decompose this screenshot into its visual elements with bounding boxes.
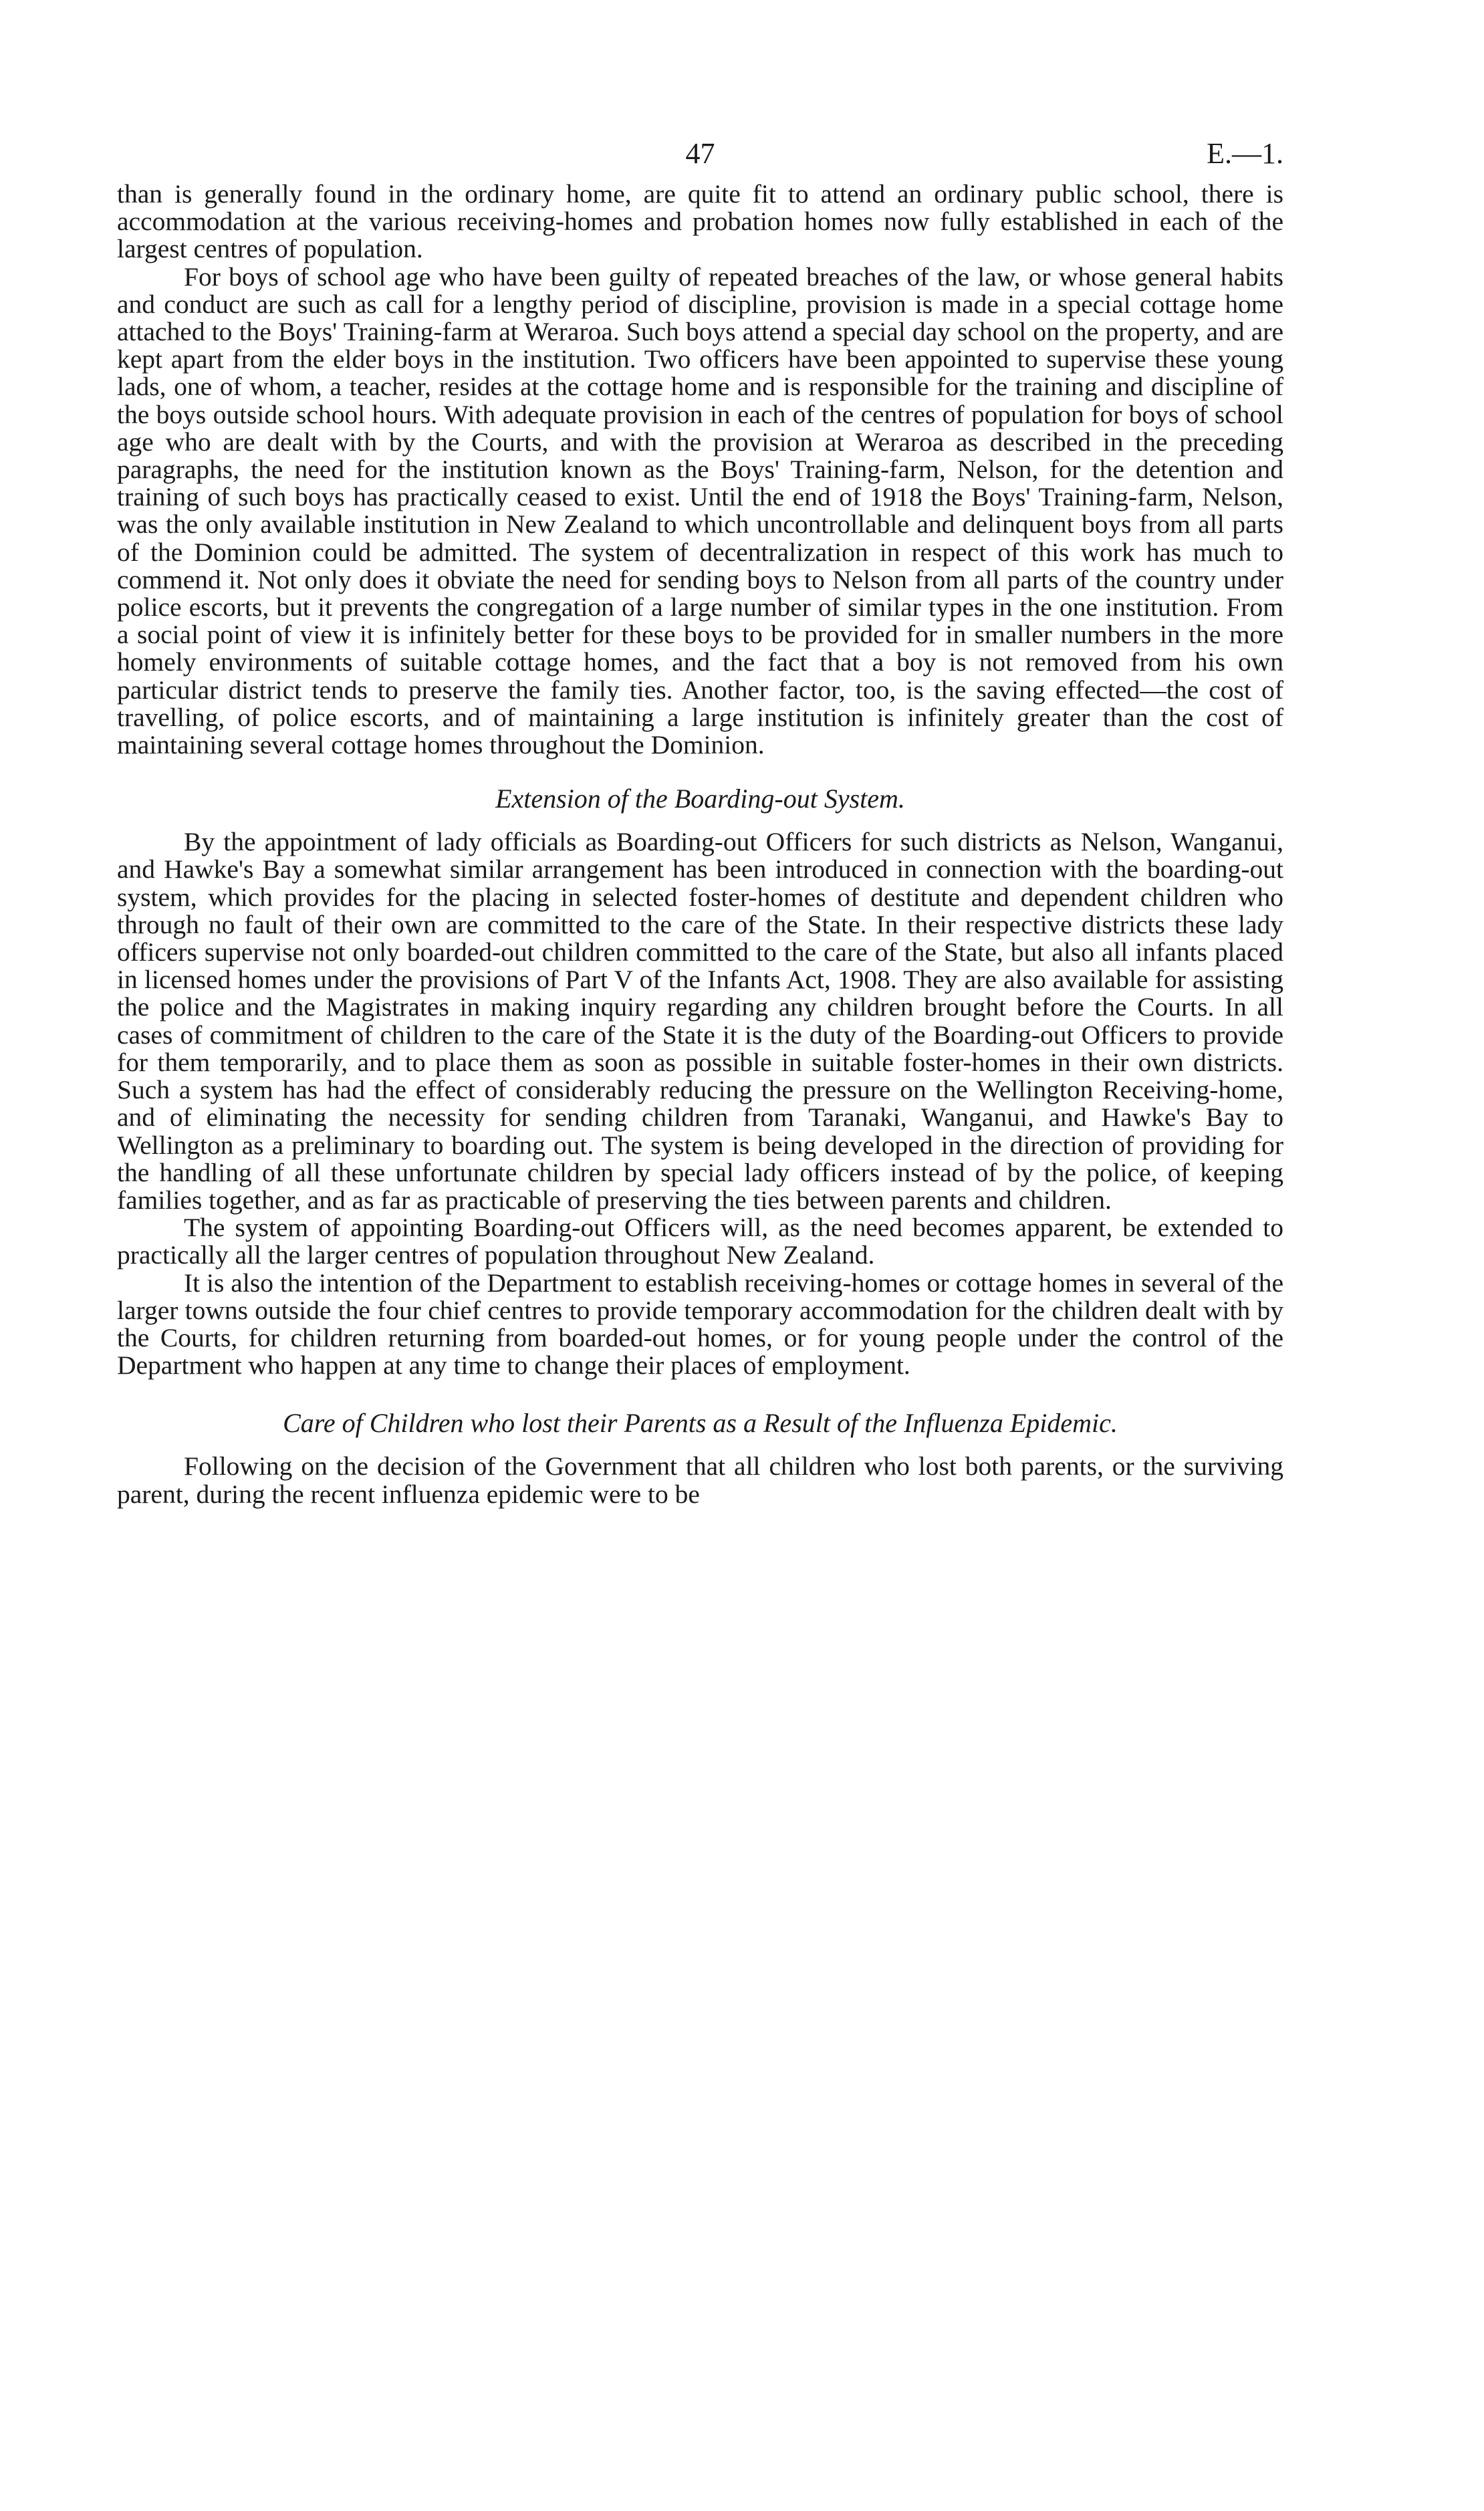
paragraph-lady-officials: By the appointment of lady officials as Boarding-out Officers for such districts as Nelson, Wanganui, and Hawke's Bay a somewhat similar arrangement has been introduced in connection with the boarding-out system, which provides for the placing in selected foster-homes of destitute and dependent children who through no fault of their own are committed to the care of the State. In their respective districts these lady officers supervise not only boarded-out children committed to the care of the State, but also all infants placed in licensed homes under the provisions of Part V of the Infants Act, 1908. They are also available for assisting the police and the Magistrates in making inquiry regarding any children brought before the Courts. In all cases of commitment of children to the care of the State it is the duty of the Boarding-out Officers to provide for them temporarily, and to place them as soon as possible in suitable foster-homes in their own districts. Such a system has had the effect of considerably reducing the pressure on the Wellington Receiving-home, and of eliminating the necessity for sending children from Taranaki, Wanganui, and Hawke's Bay to Wellington as a preliminary to boarding out. The system is being developed in the direction of providing for the handling of all these unfortunate children by special lady officers instead of by the police, of keeping families together, and as far as practicable of preserving the ties between parents and children. [117,827,1283,1215]
paragraph-continued: than is generally found in the ordinary home, are quite fit to attend an ordinary public school, there is accommodation at the various receiving-homes and probation homes now fully established in each of the largest centres of population. [117,179,1283,264]
section-reference: E.—1. [1207,137,1283,170]
section-heading-influenza: Care of Children who lost their Parents as a Result of the Influenza Epidemic. [283,1408,1118,1439]
document-page [117,127,1283,1508]
paragraph-government-decision: Following on the decision of the Government that all children who lost both parents, or the surviving parent, during the recent influenza epidemic were to be [117,1451,1283,1509]
paragraph-boys-school-age: For boys of school age who have been guilty of repeated breaches of the law, or whose general habits and conduct are such as call for a lengthy period of discipline, provision is made in a special cottage home attached to the Boys' Training-farm at Weraroa. Such boys attend a special day school on the property, and are kept apart from the elder boys in the institution. Two officers have been appointed to supervise these young lads, one of whom, a teacher, resides at the cottage home and is responsible for the training and discipline of the boys outside school hours. With adequate provision in each of the centres of population for boys of school age who are dealt with by the Courts, and with the provision at Weraroa as described in the preceding paragraphs, the need for the institution known as the Boys' Training-farm, Nelson, for the detention and training of such boys has practically ceased to exist. Until the end of 1918 the Boys' Training-farm, Nelson, was the only available institution in New Zealand to which uncontrollable and delinquent boys from all parts of the Dominion could be admitted. The system of decentralization in respect of this work has much to commend it. Not only does it obviate the need for sending boys to Nelson from all parts of the country under police escorts, but it prevents the congregation of a large number of similar types in the one institution. From a social point of view it is infinitely better for these boys to be provided for in smaller numbers in the more homely environments of suitable cottage homes, and the fact that a boy is not removed from his own particular district tends to preserve the family ties. Another factor, too, is the saving effected—the cost of travelling, of police escorts, and of maintaining a large institution is infinitely greater than the cost of maintaining several cottage homes throughout the Dominion. [117,261,1283,760]
section-heading-boarding-out: Extension of the Boarding-out System. [495,784,905,814]
page-header [117,127,1283,181]
paragraph-system-extension: The system of appointing Boarding-out Officers will, as the need becomes apparent, be extended to practically all the larger centres of population throughout New Zealand. [117,1213,1283,1270]
page-number: 47 [685,137,715,170]
paragraph-department-intention: It is also the intention of the Department to establish receiving-homes or cottage homes in several of the larger towns outside the four chief centres to provide temporary accommodation for the children dealt with by the Courts, for children returning from boarded-out homes, or for young people under the control of the Department who happen at any time to change their places of employment. [117,1268,1283,1381]
